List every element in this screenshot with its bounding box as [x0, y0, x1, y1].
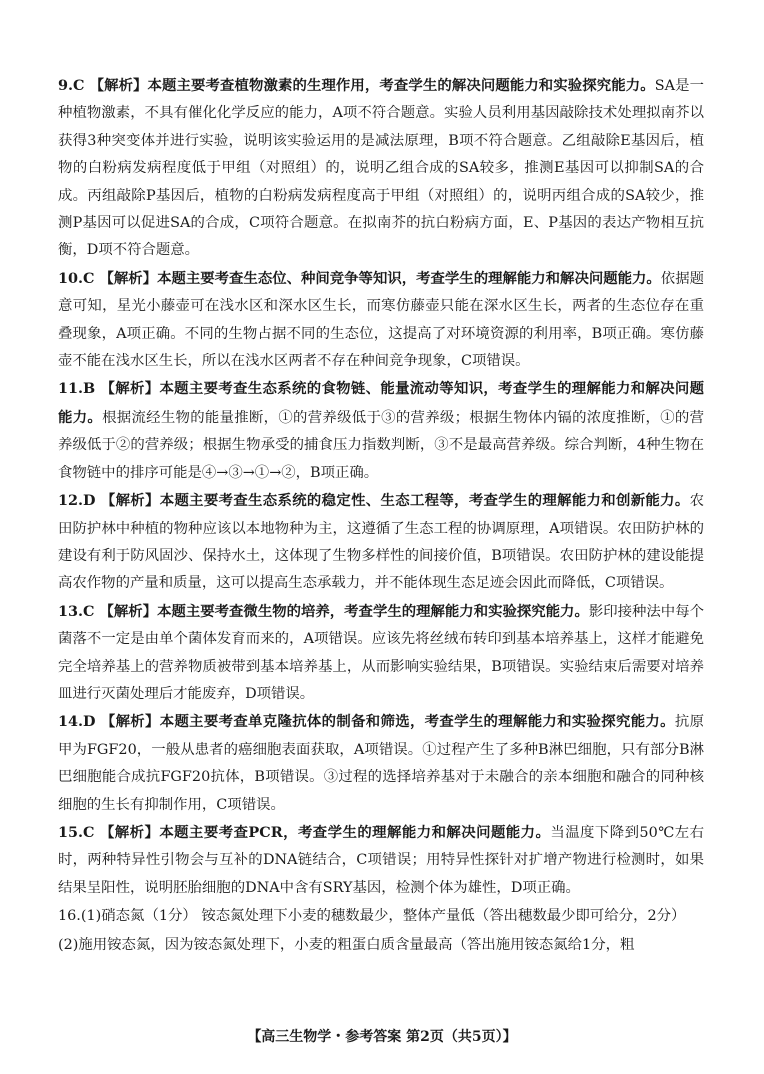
answer-item-12-head: 12.D 【解析】本题主要考查生态系统的稳定性、生态工程等，考查学生的理解能力和创新能力。	[58, 492, 690, 510]
answer-item-12	[58, 487, 704, 598]
page-footer: 【高三生物学・参考答案 第2页（共5页）】	[247, 1029, 517, 1045]
answer-item-12-body: 农田防护林中种植的物种应该以本地物种为主，这遵循了生态工程的协调原理，A项错误。农田防护林的建设有利于防风固沙、保持水土，这体现了生物多样性的间接价值，B项错误。农田防护林的建设能提高农作物的产量和质量，这可以提高生态承载力，并不能体现生态足迹会因此而降低，C项错误。	[58, 493, 704, 592]
answer-item-14	[58, 708, 704, 819]
answer-item-16-part1-body: 16.(1)硝态氮（1分） 铵态氮处理下小麦的穗数最少，整体产量低（答出穗数最少即可给分，2分）	[58, 908, 686, 925]
answer-item-10-head: 10.C 【解析】本题主要考查生态位、种间竞争等知识，考查学生的理解能力和解决问题能力。	[58, 269, 661, 287]
answer-item-16-part2	[58, 931, 704, 959]
answer-item-15	[58, 819, 704, 902]
answer-item-13	[58, 598, 704, 709]
answer-item-11-body: 根据流经生物的能量推断，①的营养级低于③的营养级；根据生物体内镉的浓度推断，①的营养级低于②的营养级；根据生物承受的捕食压力指数判断，③不是最高营养级。综合判断，4种生物在食物链中的排序可能是④→③→①→②，B项正确。	[58, 409, 704, 481]
answer-item-9-head: 9.C 【解析】本题主要考查植物激素的生理作用，考查学生的解决问题能力和实验探究能力。	[58, 77, 655, 94]
answer-item-15-head: 15.C 【解析】本题主要考查PCR，考查学生的理解能力和解决问题能力。	[58, 823, 551, 841]
answer-item-14-body: 抗原甲为FGF20，一般从患者的癌细胞表面获取，A项错误。①过程产生了多种B淋巴细胞，只有部分B淋巴细胞能合成抗FGF20抗体，B项错误。③过程的选择培养基对于未融合的亲本细胞和融合的同种核细胞的生长有抑制作用，C项错误。	[58, 714, 704, 813]
answer-item-9-body: SA是一种植物激素，不具有催化化学反应的能力，A项不符合题意。实验人员利用基因敲除技术处理拟南芥以获得3种突变体并进行实验，说明该实验运用的是减法原理，B项不符合题意。乙组敲除E基因后，植物的白粉病发病程度低于甲组（对照组）的，说明乙组合成的SA较多，推测E基因可以抑制SA的合成。丙组敲除P基因后，植物的白粉病发病程度高于甲组（对照组）的，说明丙组合成的SA较少，推测P基因可以促进SA的合成，C项符合题意。在拟南芥的抗白粉病方面，E、P基因的表达产物相互抗衡，D项不符合题意。	[58, 78, 704, 259]
answer-item-10-body: 依据题意可知，星光小藤壶可在浅水区和深水区生长，而寒仿藤壶只能在深水区生长，两者的生态位存在重叠现象，A项正确。不同的生物占据不同的生态位，这提高了对环境资源的利用率，B项正确。寒仿藤壶不能在浅水区生长，所以在浅水区两者不存在种间竞争现象，C项错误。	[58, 270, 704, 370]
answer-item-16-part2-body: (2)施用铵态氮，因为铵态氮处理下，小麦的粗蛋白质含量最高（答出施用铵态氮给1分，粗	[58, 936, 635, 953]
answer-item-10	[58, 265, 704, 376]
answer-item-15-body: 当温度下降到50℃左右时，两种特异性引物会与互补的DNA链结合，C项错误；用特异性探针对扩增产物进行检测时，如果结果呈阳性，说明胚胎细胞的DNA中含有SRY基因，检测个体为雄性，D项正确。	[58, 824, 704, 896]
answer-item-13-head: 13.C 【解析】本题主要考查微生物的培养，考查学生的理解能力和实验探究能力。	[58, 602, 589, 620]
answer-item-11	[58, 375, 704, 487]
answer-item-11-head: 11.B 【解析】本题主要考查生态系统的食物链、能量流动等知识，考查学生的理解能力和解决问题能力。	[58, 380, 704, 426]
answer-item-16-part1	[58, 902, 704, 930]
answer-list	[58, 72, 704, 959]
answer-item-13-body: 影印接种法中每个菌落不一定是由单个菌体发育而来的，A项错误。应该先将丝绒布转印到基本培养基上，这样才能避免完全培养基上的营养物质被带到基本培养基上，从而影响实验结果，B项错误。实验结束后需要对培养皿进行灭菌处理后才能废弃，D项错误。	[58, 603, 704, 702]
answer-item-9	[58, 72, 704, 265]
answer-item-14-head: 14.D 【解析】本题主要考查单克隆抗体的制备和筛选，考查学生的理解能力和实验探究能力。	[58, 713, 675, 731]
